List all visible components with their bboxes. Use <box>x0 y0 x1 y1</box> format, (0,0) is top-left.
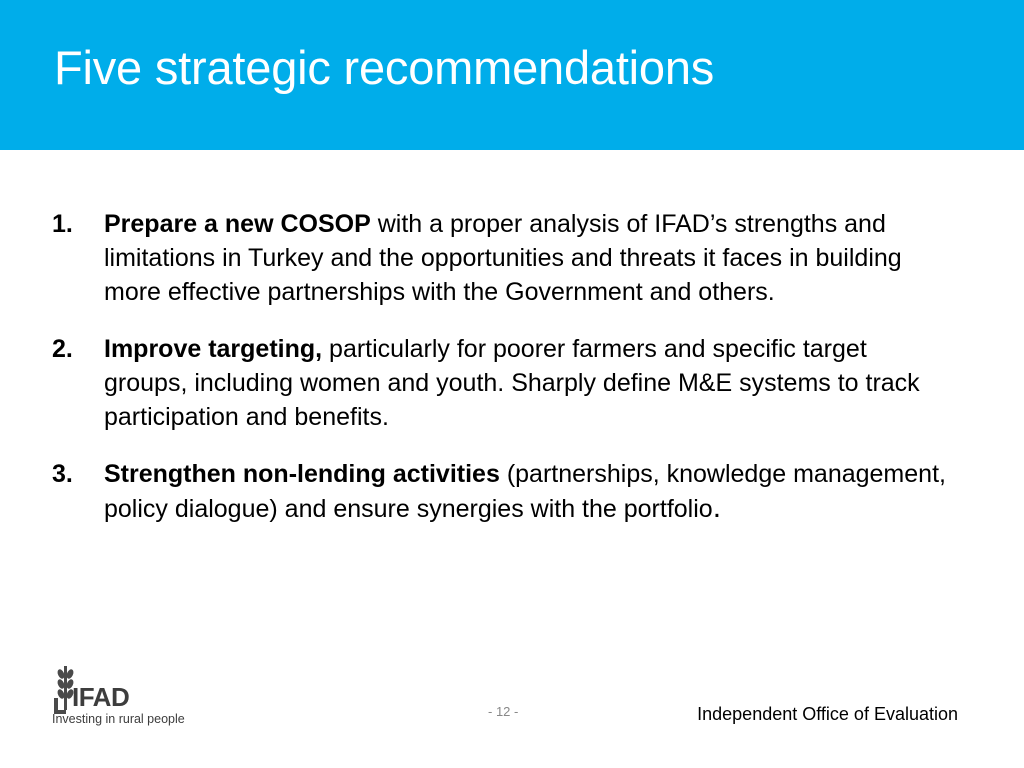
list-item <box>52 332 952 434</box>
item-text <box>104 457 952 526</box>
logo-tagline: Investing in rural people <box>52 712 185 726</box>
item-lead: Improve targeting, <box>104 335 323 363</box>
recommendation-list <box>52 207 952 526</box>
ifad-logo <box>52 660 185 730</box>
item-end-period: . <box>712 491 722 524</box>
logo-text: IFAD <box>72 682 130 712</box>
item-lead: Prepare a new COSOP <box>104 210 371 238</box>
item-number: 1. <box>52 210 73 238</box>
item-number: 2. <box>52 335 73 363</box>
list-item <box>52 457 952 526</box>
item-text <box>104 207 952 309</box>
list-item <box>52 207 952 309</box>
footer-office: Independent Office of Evaluation <box>697 704 958 724</box>
page-title: Five strategic recommendations <box>54 41 715 94</box>
item-lead: Strengthen non-lending activities <box>104 460 500 488</box>
item-body: with a proper analysis of IFAD’s strengths and limitations in Turkey and the opportunities and threats it faces in building more effective partnerships with the Government and others. <box>104 210 902 306</box>
item-number: 3. <box>52 460 73 488</box>
item-text <box>104 332 952 434</box>
header-banner <box>0 0 1024 150</box>
item-body: particularly for poorer farmers and specific target groups, including women and youth. Sharply define M&E systems to track participation and benefits. <box>104 335 920 431</box>
page-number: - 12 - <box>488 704 519 719</box>
item-body: (partnerships, knowledge management, policy dialogue) and ensure synergies with the portfolio <box>104 460 946 523</box>
